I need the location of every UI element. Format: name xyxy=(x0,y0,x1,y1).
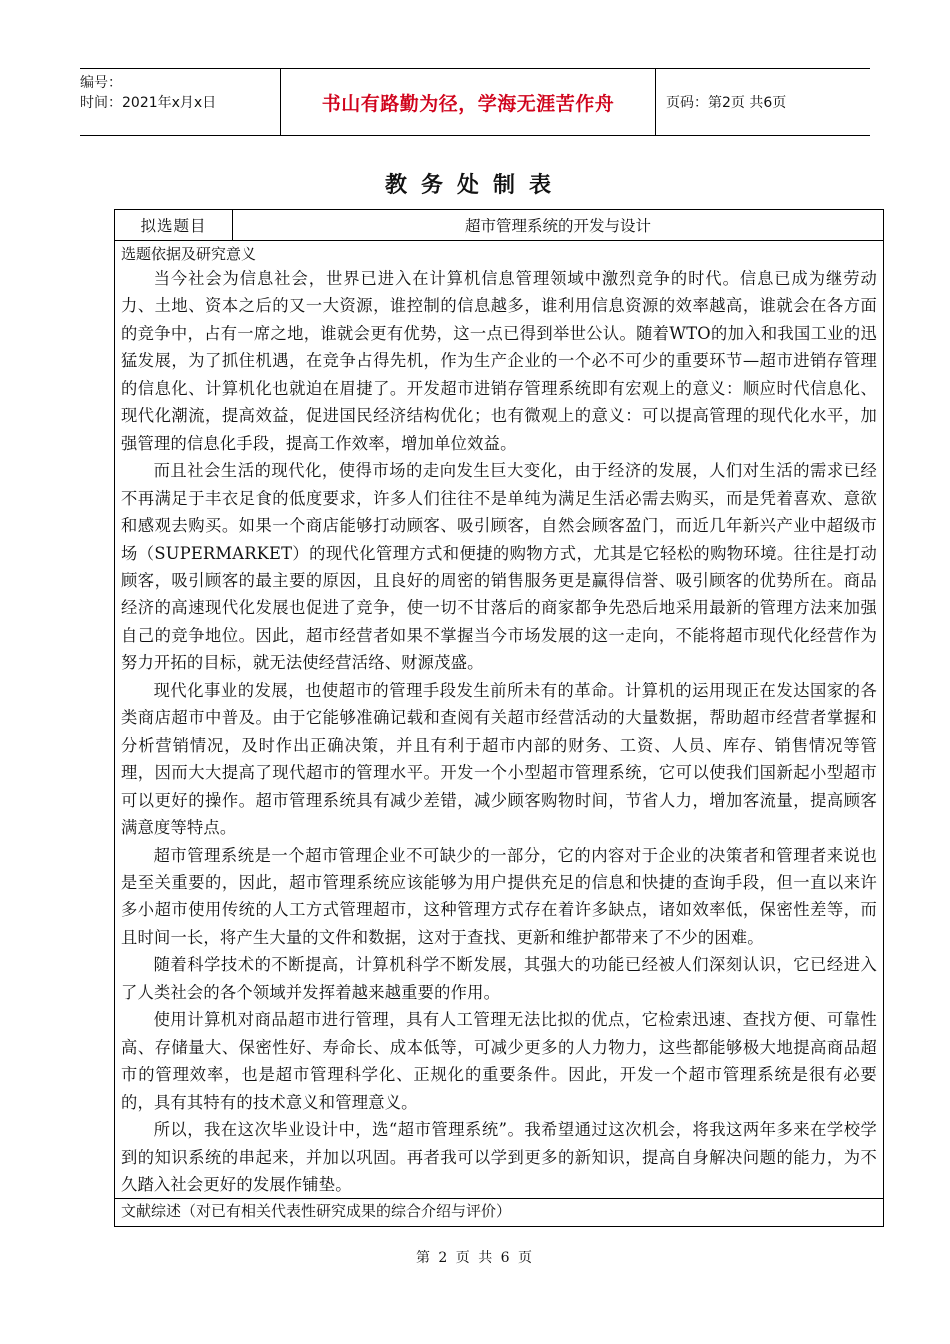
topic-value: 超市管理系统的开发与设计 xyxy=(464,217,651,235)
page-info: 页码：第2页 共6页 xyxy=(666,95,787,111)
topic-row xyxy=(115,210,883,241)
header-page-info-cell xyxy=(656,69,870,135)
time-label: 时间：2021年x月x日 xyxy=(80,95,217,111)
document-title: 教务处制表 xyxy=(384,173,565,198)
review-heading: 文献综述（对已有相关代表性研究成果的综合介绍与评价） xyxy=(121,1202,512,1221)
paragraph: 当今社会为信息社会，世界已进入在计算机信息管理领域中激烈竞争的时代。信息已成为继劳动力、土地、资本之后的又一大资源，谁控制的信息越多，谁利用信息资源的效率越高，谁就会在各方面的竞争中，占有一席之地，谁就会更有优势，这一点已得到举世公认。随着WTO的加入和我国工业的迅猛发展，为了抓住机遇，在竞争占得先机，作为生产企业的一个必不可少的重要环节—超市进销存管理的信息化、计算机化也就迫在眉捷了。开发超市进销存管理系统即有宏观上的意义：顺应时代信息化、现代化潮流，提高效益，促进国民经济结构优化；也有微观上的意义：可以提高管理的现代化水平，加强管理的信息化手段，提高工作效率，增加单位效益。 xyxy=(121,269,877,453)
paragraph: 而且社会生活的现代化，使得市场的走向发生巨大变化，由于经济的发展，人们对生活的需求已经不再满足于丰衣足食的低度要求，许多人们往往不是单纯为满足生活必需去购买，而是凭着喜欢、意欲和感观去购买。如果一个商店能够打动顾客、吸引顾客，自然会顾客盈门，而近几年新兴产业中超级市场（SUPERMARKET）的现代化管理方式和便捷的购物方式，尤其是它轻松的购物环境。往往是打动顾客，吸引顾客的最主要的原因，且良好的周密的销售服务更是赢得信誉、吸引顾客的优势所在。商品经济的高速现代化发展也促进了竞争，使一切不甘落后的商家都争先恐后地采用最新的管理方法来加强自己的竞争地位。因此，超市经营者如果不掌握当今市场发展的这一走向，不能将超市现代化经营作为努力开拓的目标，就无法使经营活络、财源茂盛。 xyxy=(121,461,877,673)
paragraph: 所以，我在这次毕业设计中，选“超市管理系统”。我希望通过这次机会，将我这两年多来在学校学到的知识系统的串起来，并加以巩固。再者我可以学到更多的新知识，提高自身解决问题的能力，为不久踏入社会更好的发展作铺垫。 xyxy=(121,1120,877,1194)
page-footer: 第 2 页 共 6 页 xyxy=(415,1250,535,1266)
number-label: 编号： xyxy=(80,75,122,91)
page-header xyxy=(80,68,870,136)
motto: 书山有路勤为径，学海无涯苦作舟 xyxy=(321,92,615,115)
paragraph: 超市管理系统是一个超市管理企业不可缺少的一部分，它的内容对于企业的决策者和管理者来说也是至关重要的，因此，超市管理系统应该能够为用户提供充足的信息和快捷的查询手段，但一直以来许多小超市使用传统的人工方式管理超市，这种管理方式存在着许多缺点，诸如效率低，保密性差等，而且时间一长，将产生大量的文件和数据，这对于查找、更新和维护都带来了不少的困难。 xyxy=(121,845,877,947)
header-motto-cell xyxy=(280,69,656,135)
header-meta xyxy=(80,69,280,135)
form-table xyxy=(114,209,884,1227)
paragraph: 随着科学技术的不断提高，计算机科学不断发展，其强大的功能已经被人们深刻认识，它已经进入了人类社会的各个领域并发挥着越来越重要的作用。 xyxy=(121,955,877,1002)
paragraph: 现代化事业的发展，也使超市的管理手段发生前所未有的革命。计算机的运用现正在发达国家的各类商店超市中普及。由于它能够准确记载和查阅有关超市经营活动的大量数据，帮助超市经营者掌握和分析营销情况，及时作出正确决策，并且有利于超市内部的财务、工资、人员、库存、销售情况等管理，因而大大提高了现代超市的管理水平。开发一个小型超市管理系统，它可以使我们国新起小型超市可以更好的操作。超市管理系统具有减少差错，减少顾客购物时间，节省人力，增加客流量，提高顾客满意度等特点。 xyxy=(121,680,877,838)
basis-section xyxy=(115,241,883,1199)
paragraph: 使用计算机对商品超市进行管理，具有人工管理无法比拟的优点，它检索迅速、查找方便、可靠性高、存储量大、保密性好、寿命长、成本低等，可减少更多的人力物力，这些都能够极大地提高商品超市的管理效率，也是超市管理科学化、正规化的重要条件。因此，开发一个超市管理系统是很有必要的，具有其特有的技术意义和管理意义。 xyxy=(121,1010,877,1112)
topic-label: 拟选题目 xyxy=(115,210,233,240)
review-section xyxy=(115,1199,883,1223)
basis-heading: 选题依据及研究意义 xyxy=(121,245,257,263)
